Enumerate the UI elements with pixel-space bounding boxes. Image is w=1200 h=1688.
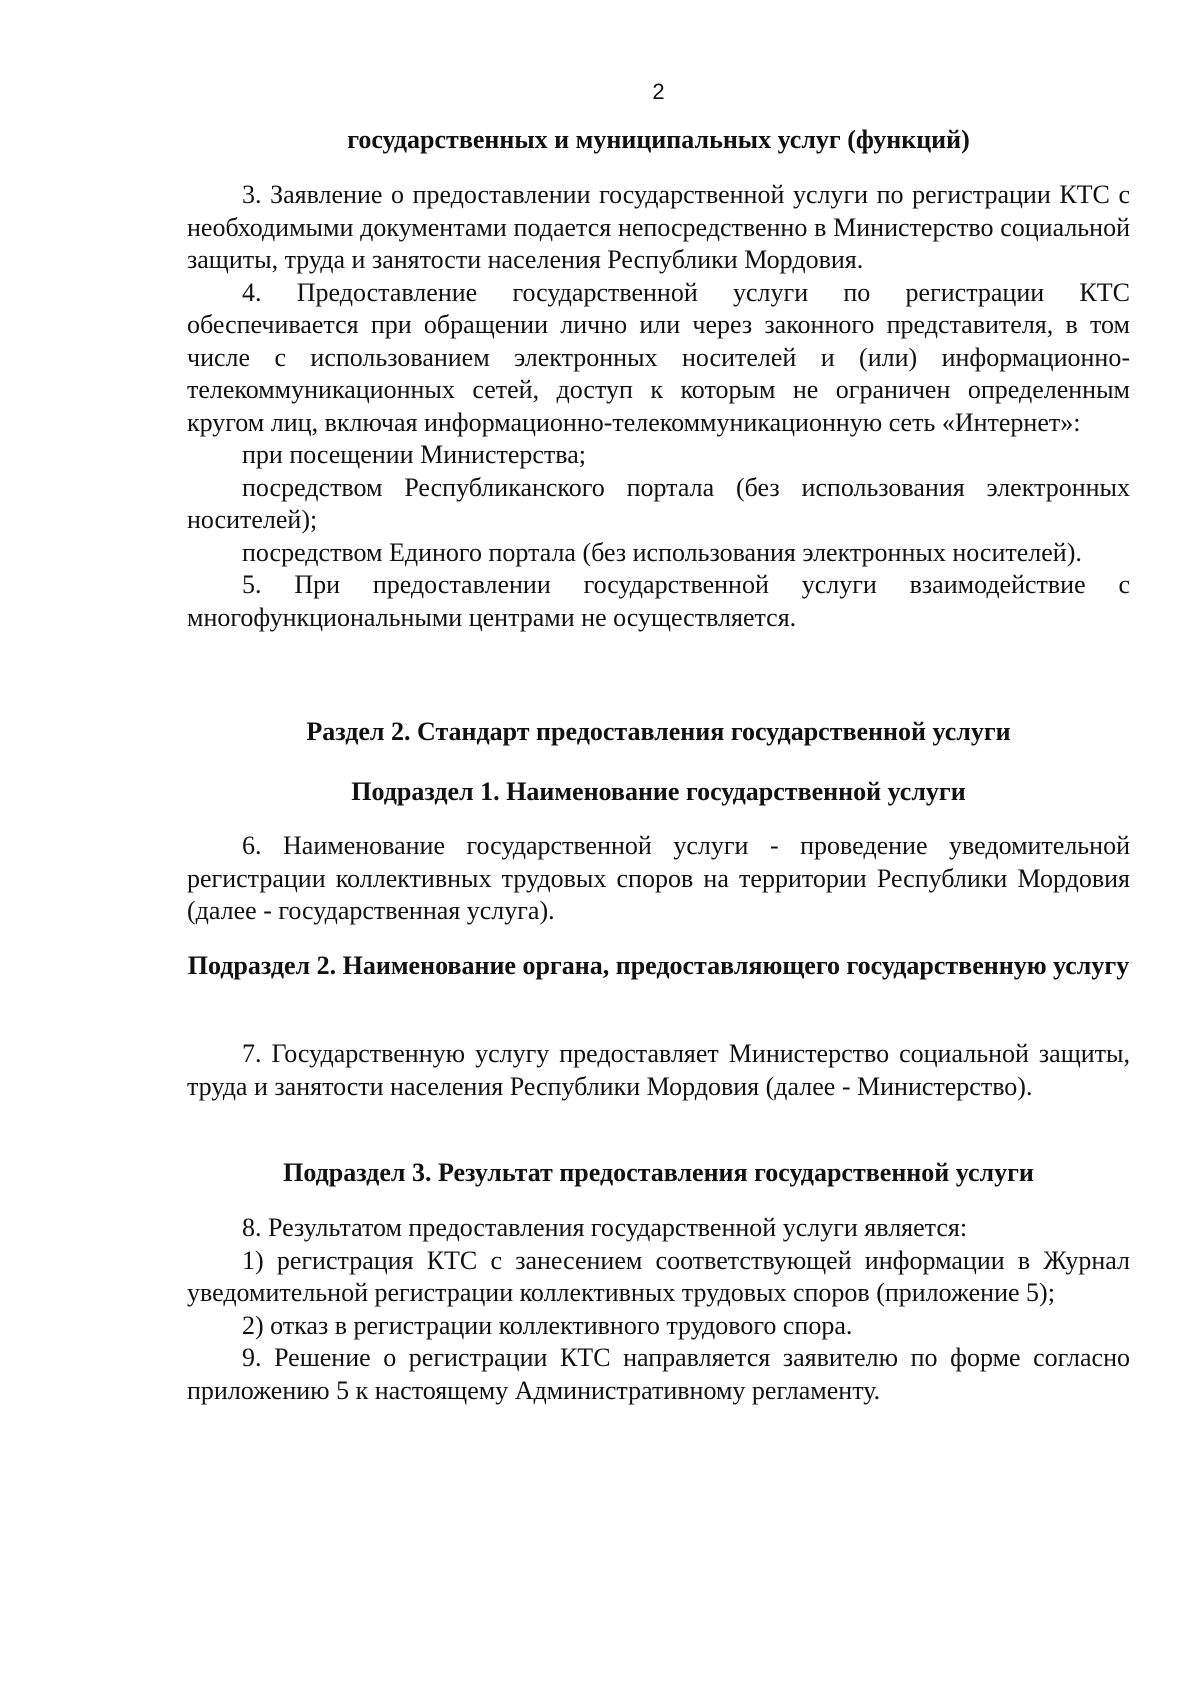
list-item-result-2: 2) отказ в регистрации коллективного трудового спора.	[242, 1310, 853, 1340]
subsection-2-body	[187, 1038, 1130, 1103]
subsection-3-heading-block	[187, 1157, 1130, 1189]
subsection-3-heading: Подраздел 3. Результат предоставления государственной услуги	[283, 1158, 1034, 1187]
subsection-1-body	[187, 830, 1130, 928]
heading-continuation-block	[187, 124, 1130, 156]
paragraph-4: 4. Предоставление государственной услуги по регистрации КТС обеспечивается при обращении лично или через законного представителя, в том числе с использованием электронных носителей и (или) информационно-телекоммуникационных сетей, доступ к которым не ограничен определенным кругом лиц, включая информационно-телекоммуникационную сеть «Интернет»:	[187, 277, 1130, 437]
section-2-heading: Раздел 2. Стандарт предоставления государственной услуги	[306, 717, 1011, 746]
list-item-result-1: 1) регистрация КТС с занесением соответствующей информации в Журнал уведомительной регистрации коллективных трудовых споров (приложение 5);	[187, 1245, 1130, 1307]
paragraph-8: 8. Результатом предоставления государственной услуги является:	[242, 1213, 968, 1242]
list-item-unified-portal: посредством Единого портала (без использования электронных носителей).	[242, 537, 1082, 567]
subsection-2-heading-block	[187, 950, 1130, 982]
paragraph-5: 5. При предоставлении государственной услуги взаимодействие с многофункциональными центрами не осуществляется.	[187, 570, 1130, 632]
heading-continuation: государственных и муниципальных услуг (функций)	[347, 125, 970, 154]
subsection-1-heading-block	[187, 776, 1130, 808]
page-number: 2	[652, 79, 665, 104]
paragraph-3: 3. Заявление о предоставлении государственной услуги по регистрации КТС с необходимыми документами подается непосредственно в Министерство социальной защиты, труда и занятости населения Республики Мордовия.	[187, 180, 1130, 274]
subsection-1-heading: Подраздел 1. Наименование государственной услуги	[351, 777, 966, 806]
paragraph-6: 6. Наименование государственной услуги - проведение уведомительной регистрации коллективных трудовых споров на территории Республики Мордовия (далее - государственная услуга).	[187, 831, 1130, 925]
paragraph-7: 7. Государственную услугу предоставляет Министерство социальной защиты, труда и занятости населения Республики Мордовия (далее - Министерство).	[187, 1039, 1130, 1101]
section-2-heading-block	[187, 716, 1130, 748]
intro-paragraphs	[187, 179, 1130, 634]
list-item-ministry-visit: при посещении Министерства;	[242, 440, 586, 469]
list-item-republican-portal: посредством Республиканского портала (без использования электронных носителей);	[187, 472, 1130, 534]
subsection-3-body	[187, 1212, 1130, 1407]
subsection-2-heading: Подраздел 2. Наименование органа, предоставляющего государственную услугу	[187, 951, 1130, 980]
paragraph-9: 9. Решение о регистрации КТС направляется заявителю по форме согласно приложению 5 к настоящему Административному регламенту.	[187, 1343, 1130, 1405]
